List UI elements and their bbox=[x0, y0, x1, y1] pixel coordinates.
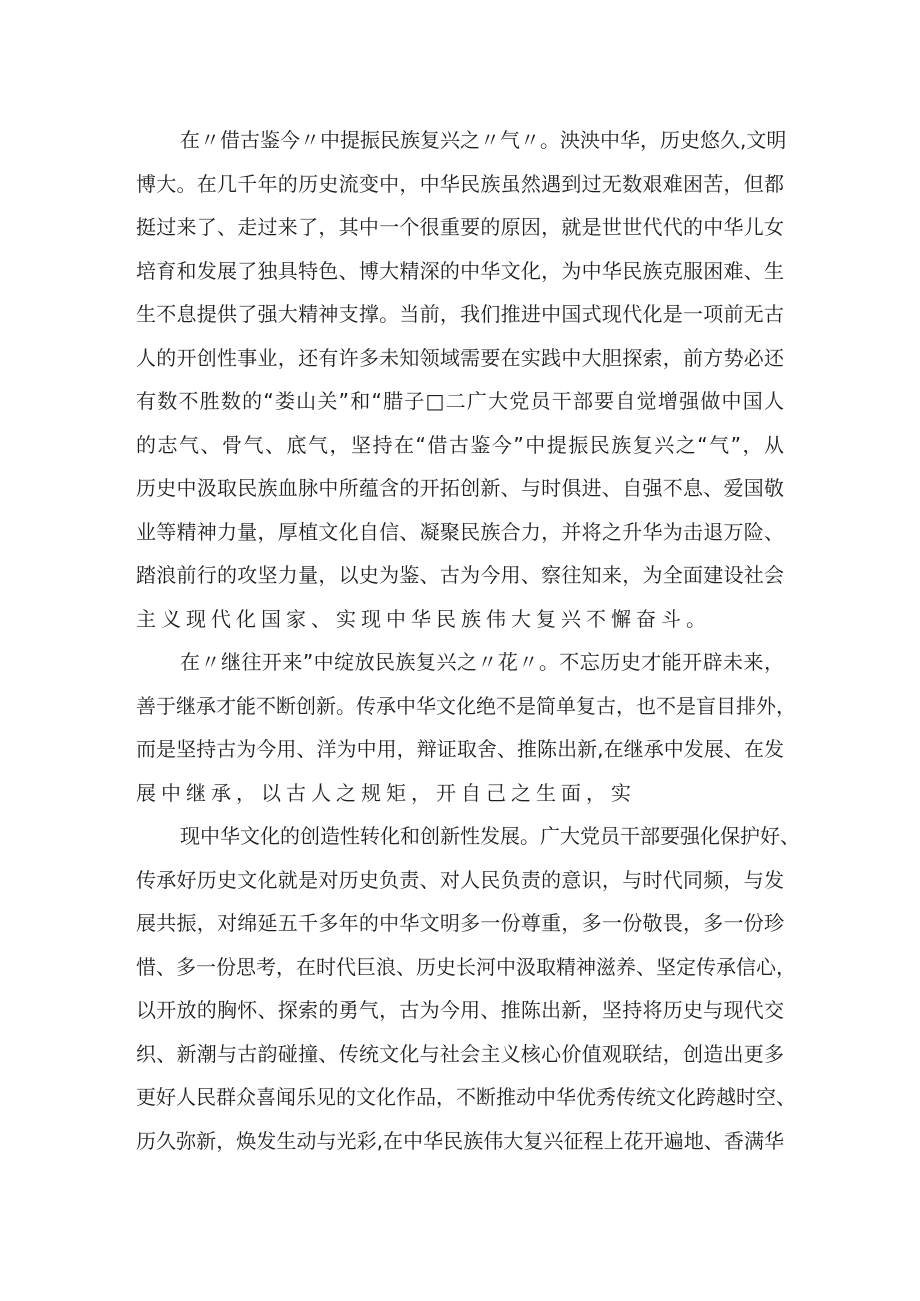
text-line: 善于继承才能不断创新。传承中华文化绝不是简单复古，也不是盲目排外， bbox=[136, 693, 796, 718]
text-line: 人的开创性事业，还有许多未知领域需要在实践中大胆探索，前方势必还 bbox=[136, 345, 784, 370]
text-line: 现中华文化的创造性转化和创新性发展。广大党员干部要强化保护好、 bbox=[180, 824, 800, 848]
text-line: 在〃继往开来”中绽放民族复兴之〃花〃。不忘历史才能开辟未来， bbox=[180, 650, 784, 674]
text-line: 历久弥新，焕发生动与光彩,在中华民族伟大复兴征程上花开遍地、香满华 bbox=[136, 1128, 784, 1153]
text-line: 传承好历史文化就是对历史负责、对人民负责的意识，与时代同频，与发 bbox=[136, 867, 784, 892]
text-line: 更好人民群众喜闻乐见的文化作品，不断推动中华优秀传统文化跨越时空、 bbox=[136, 1085, 796, 1109]
text-line: 在〃借古鉴今〃中提振民族复兴之〃气〃。泱泱中华，历史悠久,文明 bbox=[180, 128, 787, 152]
text-line: 主义现代化国家、实现中华民族伟大复兴不懈奋斗。 bbox=[136, 606, 711, 631]
text-line: 博大。在几千年的历史流变中，中华民族虽然遇到过无数艰难困苦，但都 bbox=[136, 171, 784, 196]
text-line: 生不息提供了强大精神支撑。当前，我们推进中国式现代化是一项前无古 bbox=[136, 302, 784, 326]
text-line: 踏浪前行的攻坚力量，以史为鉴、古为今用、察往知来，为全面建设社会 bbox=[136, 563, 784, 587]
text-line: 的志气、骨气、底气，坚持在“借古鉴今”中提振民族复兴之“气”，从 bbox=[136, 432, 784, 457]
text-line: 培育和发展了独具特色、博大精深的中华文化，为中华民族克服困难、生 bbox=[136, 258, 784, 283]
text-line: 展中继承，以古人之规矩，开自己之生面，实 bbox=[136, 780, 636, 805]
text-line: 业等精神力量，厚植文化自信、凝聚民族合力，并将之升华为击退万险、 bbox=[136, 519, 784, 544]
text-line: 有数不胜数的“娄山关”和“腊子□二广大党员干部要自觉增强做中国人 bbox=[136, 389, 784, 413]
text-line: 展共振，对绵延五千多年的中华文明多一份尊重，多一份敬畏，多一份珍 bbox=[136, 911, 784, 935]
text-line: 织、新潮与古韵碰撞、传统文化与社会主义核心价值观联结，创造出更多 bbox=[136, 1041, 784, 1066]
text-line: 惜、多一份思考，在时代巨浪、历史长河中汲取精神滋养、坚定传承信心， bbox=[136, 954, 796, 979]
text-line: 以开放的胸怀、探索的勇气，古为今用、推陈出新，坚持将历史与现代交 bbox=[136, 998, 784, 1022]
text-line: 历史中汲取民族血脉中所蕴含的开拓创新、与时俱进、自强不息、爱国敬 bbox=[136, 476, 784, 500]
text-line: 而是坚持古为今用、洋为中用，辩证取舍、推陈出新,在继承中发展、在发 bbox=[136, 737, 784, 761]
text-line: 挺过来了、走过来了，其中一个很重要的原因，就是世世代代的中华儿女 bbox=[136, 215, 784, 239]
